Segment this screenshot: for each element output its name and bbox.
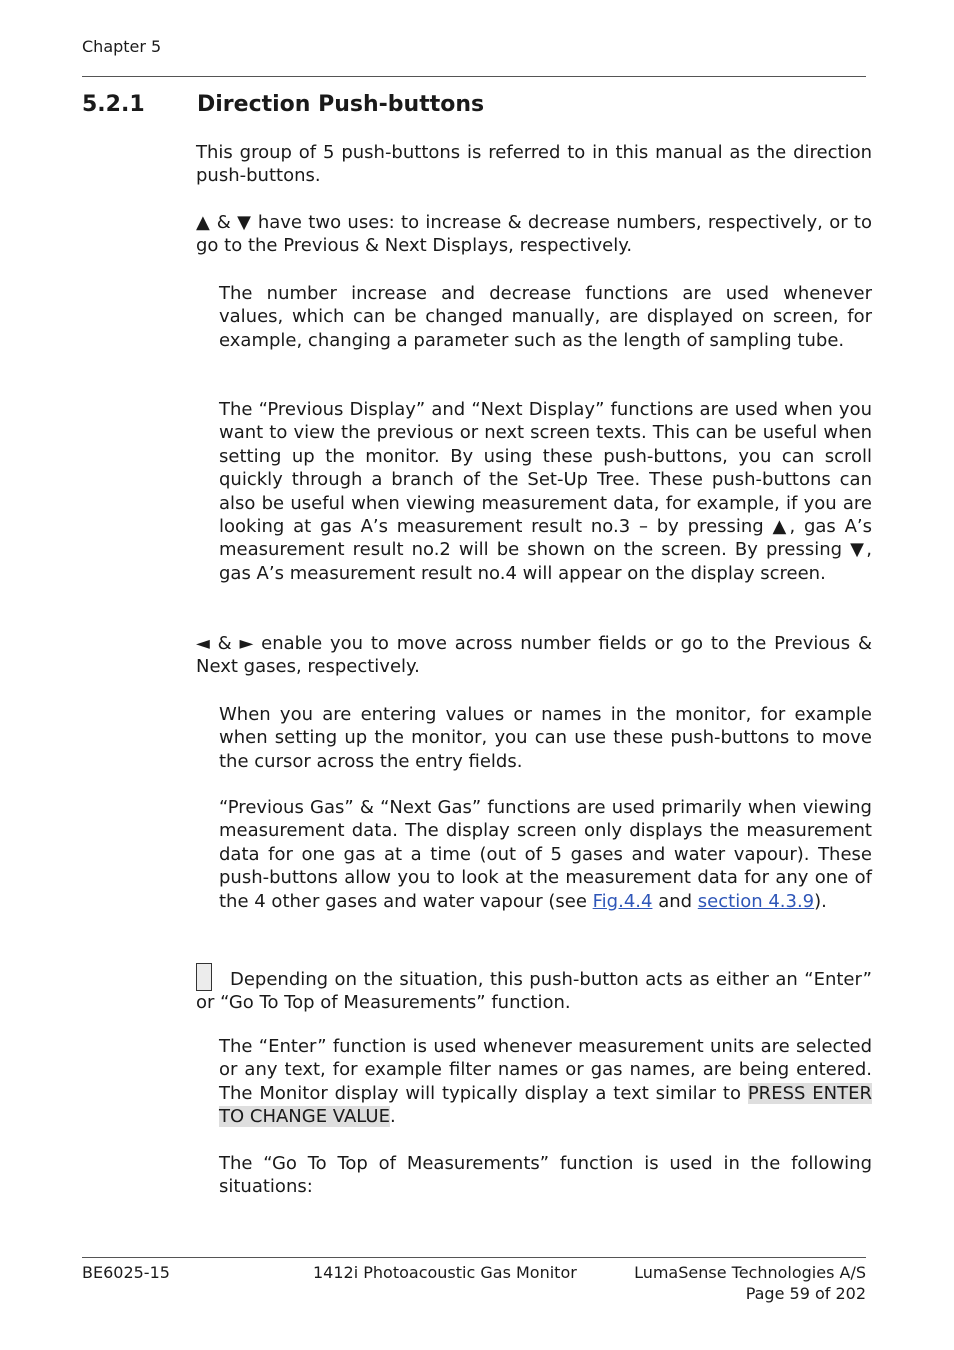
- paragraph-enter-function: [219, 1035, 872, 1129]
- enter-function-text: The “Enter” function is used whenever measurement units are selected or any text, for example filter names or gas names, are being entered. The Monitor display will typically display a text similar to: [219, 1036, 872, 1104]
- footer-company: LumaSense Technologies A/S: [634, 1263, 866, 1282]
- gas-functions-and: and: [652, 890, 698, 912]
- footer-page-number: Page 59 of 202: [745, 1284, 866, 1303]
- section-heading: [82, 92, 484, 117]
- paragraph-cursor-movement: When you are entering values or names in the monitor, for example when setting up the monitor, you can use these push-buttons to move the cursor across the entry fields.: [219, 704, 872, 772]
- paragraph-gas-functions: [219, 796, 872, 913]
- enter-function-end: .: [389, 1106, 396, 1128]
- chapter-label: Chapter 5: [82, 37, 162, 56]
- gas-functions-end: ).: [814, 890, 827, 912]
- section-number: 5.2.1: [82, 92, 145, 117]
- enter-button-text: Depending on the situation, this push-button acts as either an “Enter” or “Go To Top of Measurements” function.: [196, 969, 872, 1014]
- paragraph-display-functions: The “Previous Display” and “Next Display” functions are used when you want to view the previous or next screen texts. This can be useful when setting up the monitor. By using these push-buttons, you can scroll quickly through a branch of the Set-Up Tree. These push-buttons can also be useful when viewing measurement data, for example, if you are looking at gas A’s measurement result no.3 – by pressing ▲, gas A’s measurement result no.2 will be shown on the screen. By pressing ▼, gas A’s measurement result no.4 will appear on the display screen.: [219, 399, 872, 584]
- paragraph-number-functions: The number increase and decrease functions are used whenever values, which can be changed manually, are displayed on screen, for example, changing a parameter such as the length of sampling tube.: [219, 283, 872, 351]
- paragraph-up-down-uses: ▲ & ▼ have two uses: to increase & decrease numbers, respectively, or to go to the Previous & Next Displays, respectively.: [196, 212, 872, 257]
- footer-company-block: [634, 1262, 866, 1304]
- section-title: Direction Push-buttons: [197, 92, 485, 117]
- section-4-3-9-link[interactable]: section 4.3.9: [697, 890, 815, 912]
- paragraph-top-of-measurements: The “Go To Top of Measurements” function is used in the following situations:: [219, 1153, 872, 1198]
- footer-doc-id: BE6025-15: [82, 1263, 170, 1282]
- footer-product: 1412i Photoacoustic Gas Monitor: [313, 1263, 577, 1282]
- header-divider: [82, 76, 866, 77]
- gas-functions-text: “Previous Gas” & “Next Gas” functions are used primarily when viewing measurement data. The display screen only displays the measurement data for one gas at a time (out of 5 gases and water vapour). These push-buttons allow you to look at the measurement data for any one of the 4 other gases and water vapour (see: [219, 797, 872, 912]
- enter-key-icon: [196, 963, 212, 991]
- footer-divider: [82, 1257, 866, 1258]
- paragraph-left-right-uses: ◄ & ► enable you to move across number fields or go to the Previous & Next gases, respectively.: [196, 633, 872, 678]
- paragraph-enter-button: [196, 963, 872, 1015]
- paragraph-intro: This group of 5 push-buttons is referred to in this manual as the direction push-buttons.: [196, 142, 872, 187]
- fig-4-4-link[interactable]: Fig.4.4: [592, 890, 653, 912]
- display-text-sample: PRESS ENTER TO CHANGE VALUE: [219, 1082, 872, 1128]
